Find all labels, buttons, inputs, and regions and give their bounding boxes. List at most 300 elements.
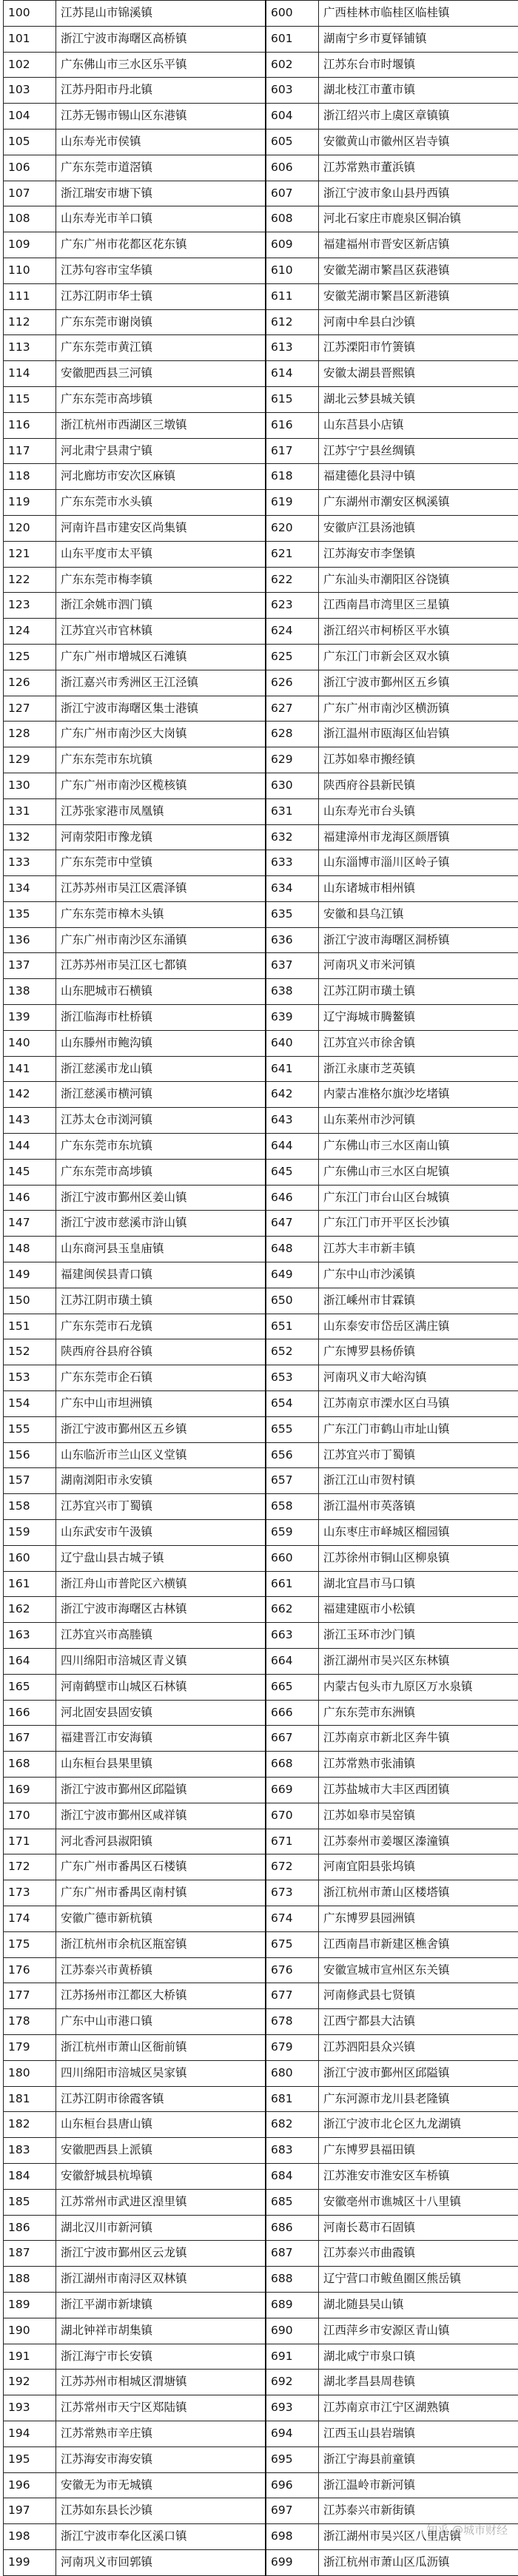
rank-right-cell: 607 (266, 181, 319, 206)
rank-left-cell: 121 (4, 541, 56, 567)
town-right-cell: 江苏淮安市淮安区车桥镇 (319, 2163, 518, 2189)
town-right-cell: 江苏盐城市大丰区西团镇 (319, 1777, 518, 1803)
town-right-cell: 浙江宁海县前童镇 (319, 2446, 518, 2472)
table-row (4, 2034, 518, 2060)
rank-right-cell: 616 (266, 412, 319, 438)
rank-left-cell: 162 (4, 1597, 56, 1623)
rank-left-cell: 135 (4, 901, 56, 927)
rank-right-cell: 664 (266, 1649, 319, 1675)
rank-left-cell: 196 (4, 2472, 56, 2498)
town-left-cell: 广东广州市番禺区石楼镇 (56, 1854, 266, 1880)
town-right-cell: 江西南昌市新建区樵舍镇 (319, 1931, 518, 1957)
town-right-cell: 山东莒县小店镇 (319, 412, 518, 438)
rank-right-cell: 689 (266, 2292, 319, 2318)
town-right-cell: 湖北云梦县城关镇 (319, 386, 518, 412)
town-right-cell: 浙江玉环市沙门镇 (319, 1623, 518, 1649)
rank-right-cell: 661 (266, 1571, 319, 1597)
town-right-cell: 广东中山市沙溪镇 (319, 1262, 518, 1288)
town-left-cell: 广东东莞市梅李镇 (56, 567, 266, 593)
table-row (4, 1571, 518, 1597)
rank-right-cell: 642 (266, 1082, 319, 1108)
rank-right-cell: 655 (266, 1416, 319, 1442)
rank-left-cell: 104 (4, 104, 56, 130)
table-row (4, 2395, 518, 2421)
town-right-cell: 浙江宁波市鄞州区邱隘镇 (319, 2060, 518, 2086)
town-left-cell: 江苏宜兴市高塍镇 (56, 1623, 266, 1649)
town-left-cell: 江苏常州市武进区湟里镇 (56, 2189, 266, 2215)
town-left-cell: 浙江宁波市鄞州区云龙镇 (56, 2241, 266, 2267)
table-row (4, 850, 518, 876)
rank-left-cell: 105 (4, 129, 56, 155)
town-right-cell: 安徽庐江县汤池镇 (319, 515, 518, 541)
rank-right-cell: 663 (266, 1623, 319, 1649)
town-right-cell: 河南中牟县白沙镇 (319, 309, 518, 335)
rank-left-cell: 166 (4, 1700, 56, 1726)
table-row (4, 1262, 518, 1288)
rank-left-cell: 118 (4, 464, 56, 490)
town-left-cell: 江苏无锡市锡山区东港镇 (56, 104, 266, 130)
rank-right-cell: 683 (266, 2138, 319, 2164)
table-row (4, 1829, 518, 1854)
town-left-cell: 浙江宁波市鄞州区邱隘镇 (56, 1777, 266, 1803)
rank-left-cell: 149 (4, 1262, 56, 1288)
town-right-cell: 江苏海安市李堡镇 (319, 541, 518, 567)
town-right-cell: 广东江门市台山区台城镇 (319, 1185, 518, 1211)
town-left-cell: 安徽无为市无城镇 (56, 2472, 266, 2498)
rank-right-cell: 640 (266, 1030, 319, 1056)
table-row (4, 1314, 518, 1339)
town-right-cell: 江苏泰兴市曲霞镇 (319, 2241, 518, 2267)
table-row (4, 670, 518, 696)
town-left-cell: 浙江杭州市萧山区衙前镇 (56, 2034, 266, 2060)
town-left-cell: 江苏江阴市璜土镇 (56, 1288, 266, 1314)
town-right-cell: 山东莱州市沙河镇 (319, 1108, 518, 1134)
table-row (4, 2446, 518, 2472)
town-right-cell: 广东博罗县杨侨镇 (319, 1339, 518, 1365)
rank-left-cell: 160 (4, 1545, 56, 1571)
town-right-cell: 河南修武县七贤镇 (319, 1983, 518, 2009)
rank-right-cell: 617 (266, 438, 319, 464)
town-left-cell: 江苏苏州市吴江区七都镇 (56, 953, 266, 979)
town-left-cell: 广东东莞市高埗镇 (56, 386, 266, 412)
town-right-cell: 山东诸城市相州镇 (319, 876, 518, 902)
town-left-cell: 山东桓台县果里镇 (56, 1752, 266, 1778)
town-right-cell: 辽宁海城市腾鳌镇 (319, 1005, 518, 1031)
town-right-cell: 广东博罗县园洲镇 (319, 1906, 518, 1931)
table-row (4, 2060, 518, 2086)
table-row (4, 361, 518, 387)
town-left-cell: 广东东莞市樟木头镇 (56, 901, 266, 927)
town-left-cell: 安徽肥西县三河镇 (56, 361, 266, 387)
rank-right-cell: 653 (266, 1365, 319, 1391)
town-right-cell: 广东佛山市三水区南山镇 (319, 1134, 518, 1160)
town-left-cell: 山东商河县玉皇庙镇 (56, 1237, 266, 1262)
rank-left-cell: 187 (4, 2241, 56, 2267)
town-right-cell: 湖北孝昌县周巷镇 (319, 2370, 518, 2395)
rank-right-cell: 622 (266, 567, 319, 593)
town-ranking-table (3, 0, 518, 2576)
town-right-cell: 山东淄博市淄川区岭子镇 (319, 850, 518, 876)
rank-left-cell: 195 (4, 2446, 56, 2472)
table-row (4, 593, 518, 619)
town-right-cell: 浙江杭州市萧山区楼塔镇 (319, 1880, 518, 1906)
town-right-cell: 江苏南京市江宁区湖熟镇 (319, 2395, 518, 2421)
table-row (4, 515, 518, 541)
town-right-cell: 江苏泰兴市新街镇 (319, 2498, 518, 2524)
town-left-cell: 江苏句容市宝华镇 (56, 258, 266, 283)
rank-left-cell: 103 (4, 78, 56, 104)
rank-right-cell: 657 (266, 1468, 319, 1494)
rank-left-cell: 169 (4, 1777, 56, 1803)
table-row (4, 464, 518, 490)
town-right-cell: 河南长葛市石固镇 (319, 2215, 518, 2241)
table-row (4, 2163, 518, 2189)
table-body (4, 1, 518, 2576)
rank-left-cell: 130 (4, 773, 56, 798)
town-left-cell: 湖北钟祥市胡集镇 (56, 2318, 266, 2344)
rank-left-cell: 111 (4, 283, 56, 309)
rank-left-cell: 157 (4, 1468, 56, 1494)
table-row (4, 2498, 518, 2524)
town-left-cell: 四川绵阳市涪城区青义镇 (56, 1649, 266, 1675)
rank-right-cell: 665 (266, 1674, 319, 1700)
table-row (4, 2009, 518, 2035)
table-row (4, 619, 518, 645)
rank-right-cell: 676 (266, 1957, 319, 1983)
town-left-cell: 安徽舒城县杭埠镇 (56, 2163, 266, 2189)
town-left-cell: 江苏扬州市江都区大桥镇 (56, 1983, 266, 2009)
rank-left-cell: 167 (4, 1726, 56, 1752)
table-row (4, 1237, 518, 1262)
rank-right-cell: 686 (266, 2215, 319, 2241)
rank-right-cell: 659 (266, 1520, 319, 1546)
rank-left-cell: 171 (4, 1829, 56, 1854)
table-row (4, 1416, 518, 1442)
town-left-cell: 江苏常熟市辛庄镇 (56, 2421, 266, 2446)
rank-left-cell: 173 (4, 1880, 56, 1906)
table-row (4, 1211, 518, 1237)
rank-right-cell: 688 (266, 2267, 319, 2293)
town-left-cell: 湖南浏阳市永安镇 (56, 1468, 266, 1494)
rank-left-cell: 161 (4, 1571, 56, 1597)
town-left-cell: 江苏江阴市徐霞客镇 (56, 2086, 266, 2112)
rank-right-cell: 625 (266, 644, 319, 670)
rank-right-cell: 635 (266, 901, 319, 927)
table-row (4, 644, 518, 670)
rank-left-cell: 132 (4, 824, 56, 850)
table-row (4, 2421, 518, 2446)
rank-right-cell: 685 (266, 2189, 319, 2215)
town-left-cell: 山东桓台县唐山镇 (56, 2112, 266, 2138)
rank-right-cell: 672 (266, 1854, 319, 1880)
rank-right-cell: 696 (266, 2472, 319, 2498)
town-right-cell: 江苏常熟市张浦镇 (319, 1752, 518, 1778)
rank-left-cell: 172 (4, 1854, 56, 1880)
rank-right-cell: 621 (266, 541, 319, 567)
rank-right-cell: 666 (266, 1700, 319, 1726)
town-left-cell: 广东中山市港口镇 (56, 2009, 266, 2035)
rank-right-cell: 662 (266, 1597, 319, 1623)
town-right-cell: 广东江门市鹤山市址山镇 (319, 1416, 518, 1442)
town-left-cell: 浙江海宁市长安镇 (56, 2344, 266, 2370)
rank-right-cell: 695 (266, 2446, 319, 2472)
rank-right-cell: 647 (266, 1211, 319, 1237)
rank-right-cell: 684 (266, 2163, 319, 2189)
town-right-cell: 江苏宁宁县丝绸镇 (319, 438, 518, 464)
table-row (4, 438, 518, 464)
rank-left-cell: 112 (4, 309, 56, 335)
town-right-cell: 浙江永康市芝英镇 (319, 1056, 518, 1082)
town-right-cell: 广西桂林市临桂区临桂镇 (319, 1, 518, 27)
rank-left-cell: 115 (4, 386, 56, 412)
rank-right-cell: 601 (266, 26, 319, 52)
table-row (4, 2292, 518, 2318)
rank-left-cell: 109 (4, 232, 56, 258)
town-left-cell: 江苏张家港市凤凰镇 (56, 798, 266, 824)
town-right-cell: 河南巩义市大峪沟镇 (319, 1365, 518, 1391)
town-right-cell: 广东东莞市东洲镇 (319, 1700, 518, 1726)
rank-right-cell: 639 (266, 1005, 319, 1031)
table-row (4, 1854, 518, 1880)
rank-right-cell: 615 (266, 386, 319, 412)
table-row (4, 1391, 518, 1417)
town-left-cell: 浙江宁波市奉化区溪口镇 (56, 2524, 266, 2550)
town-left-cell: 浙江宁波市鄞州区五乡镇 (56, 1416, 266, 1442)
town-left-cell: 江苏昆山市锦溪镇 (56, 1, 266, 27)
town-left-cell: 江苏丹阳市丹北镇 (56, 78, 266, 104)
rank-right-cell: 646 (266, 1185, 319, 1211)
town-left-cell: 山东平度市太平镇 (56, 541, 266, 567)
rank-left-cell: 120 (4, 515, 56, 541)
town-left-cell: 江苏常州市天宁区郑陆镇 (56, 2395, 266, 2421)
town-left-cell: 河南巩义市回郭镇 (56, 2549, 266, 2575)
table-row (4, 2241, 518, 2267)
table-row (4, 1957, 518, 1983)
town-right-cell: 山东寿光市台头镇 (319, 798, 518, 824)
table-row (4, 901, 518, 927)
rank-right-cell: 630 (266, 773, 319, 798)
rank-right-cell: 681 (266, 2086, 319, 2112)
table-row (4, 1545, 518, 1571)
rank-left-cell: 154 (4, 1391, 56, 1417)
rank-left-cell: 186 (4, 2215, 56, 2241)
rank-right-cell: 692 (266, 2370, 319, 2395)
table-row (4, 696, 518, 722)
table-row (4, 2189, 518, 2215)
town-left-cell: 江苏苏州市吴江区震泽镇 (56, 876, 266, 902)
table-row (4, 1494, 518, 1520)
town-right-cell: 广东湖州市潮安区枫溪镇 (319, 490, 518, 516)
table-row (4, 1159, 518, 1185)
town-left-cell: 山东临沂市兰山区义堂镇 (56, 1442, 266, 1468)
town-right-cell: 安徽宣城市宣州区东关镇 (319, 1957, 518, 1983)
town-right-cell: 安徽太湖县晋熙镇 (319, 361, 518, 387)
town-left-cell: 广东东莞市黄江镇 (56, 335, 266, 361)
town-right-cell: 江西宁都县大沽镇 (319, 2009, 518, 2035)
town-right-cell: 浙江湖州市吴兴区八里店镇 (319, 2524, 518, 2550)
town-right-cell: 江西南昌市湾里区三星镇 (319, 593, 518, 619)
town-right-cell: 浙江宁波市象山县丹西镇 (319, 181, 518, 206)
rank-right-cell: 626 (266, 670, 319, 696)
rank-left-cell: 179 (4, 2034, 56, 2060)
rank-right-cell: 669 (266, 1777, 319, 1803)
town-left-cell: 广东东莞市道滘镇 (56, 155, 266, 181)
rank-left-cell: 113 (4, 335, 56, 361)
rank-left-cell: 185 (4, 2189, 56, 2215)
town-left-cell: 广东广州市南沙区榄核镇 (56, 773, 266, 798)
town-right-cell: 浙江湖州市吴兴区东林镇 (319, 1649, 518, 1675)
town-right-cell: 江苏泗阳县众兴镇 (319, 2034, 518, 2060)
town-left-cell: 江苏江阴市华士镇 (56, 283, 266, 309)
town-right-cell: 浙江绍兴市上虞区章镇镇 (319, 104, 518, 130)
town-left-cell: 浙江宁波市慈溪市浒山镇 (56, 1211, 266, 1237)
town-right-cell: 江苏常熟市董浜镇 (319, 155, 518, 181)
rank-right-cell: 668 (266, 1752, 319, 1778)
town-right-cell: 江苏江阴市璜土镇 (319, 979, 518, 1005)
rank-left-cell: 199 (4, 2549, 56, 2575)
table-row (4, 1700, 518, 1726)
town-right-cell: 浙江温岭市新河镇 (319, 2472, 518, 2498)
table-row (4, 258, 518, 283)
rank-right-cell: 620 (266, 515, 319, 541)
town-right-cell: 江苏宜兴市丁蜀镇 (319, 1442, 518, 1468)
table-row (4, 1649, 518, 1675)
rank-right-cell: 636 (266, 927, 319, 953)
town-left-cell: 广东东莞市企石镇 (56, 1365, 266, 1391)
table-row (4, 1777, 518, 1803)
town-right-cell: 浙江宁波市北仑区九龙湖镇 (319, 2112, 518, 2138)
rank-left-cell: 136 (4, 927, 56, 953)
rank-right-cell: 633 (266, 850, 319, 876)
rank-left-cell: 138 (4, 979, 56, 1005)
town-right-cell: 湖北随县吴山镇 (319, 2292, 518, 2318)
rank-left-cell: 114 (4, 361, 56, 387)
table-row (4, 2215, 518, 2241)
table-row (4, 567, 518, 593)
rank-left-cell: 128 (4, 722, 56, 747)
town-left-cell: 江苏苏州市相城区渭塘镇 (56, 2370, 266, 2395)
town-left-cell: 福建晋江市安海镇 (56, 1726, 266, 1752)
town-left-cell: 山东滕州市鲍沟镇 (56, 1030, 266, 1056)
table-row (4, 1674, 518, 1700)
rank-right-cell: 600 (266, 1, 319, 27)
town-right-cell: 湖北宜昌市马口镇 (319, 1571, 518, 1597)
town-right-cell: 浙江温州市英落镇 (319, 1494, 518, 1520)
town-left-cell: 江苏太仓市浏河镇 (56, 1108, 266, 1134)
town-left-cell: 山东武安市午汲镇 (56, 1520, 266, 1546)
rank-right-cell: 693 (266, 2395, 319, 2421)
table-row (4, 1134, 518, 1160)
table-row (4, 1726, 518, 1752)
town-right-cell: 江苏泰州市姜堰区溱潼镇 (319, 1829, 518, 1854)
table-row (4, 26, 518, 52)
table-row (4, 129, 518, 155)
rank-right-cell: 645 (266, 1159, 319, 1185)
table-row (4, 1931, 518, 1957)
rank-left-cell: 129 (4, 747, 56, 773)
table-row (4, 206, 518, 232)
town-right-cell: 内蒙古包头市九原区万水泉镇 (319, 1674, 518, 1700)
town-left-cell: 广东广州市番禺区南村镇 (56, 1880, 266, 1906)
town-left-cell: 浙江宁波市海曙区古林镇 (56, 1597, 266, 1623)
town-left-cell: 福建闽侯县青口镇 (56, 1262, 266, 1288)
rank-left-cell: 165 (4, 1674, 56, 1700)
rank-left-cell: 140 (4, 1030, 56, 1056)
town-left-cell: 广东东莞市高埗镇 (56, 1159, 266, 1185)
rank-left-cell: 182 (4, 2112, 56, 2138)
town-right-cell: 江苏宜兴市徐舍镇 (319, 1030, 518, 1056)
town-left-cell: 浙江舟山市普陀区六横镇 (56, 1571, 266, 1597)
town-right-cell: 广东广州市南沙区横沥镇 (319, 696, 518, 722)
town-right-cell: 浙江江山市贺村镇 (319, 1468, 518, 1494)
town-right-cell: 江苏南京市溧水区白马镇 (319, 1391, 518, 1417)
town-right-cell: 江苏如皋市吴窑镇 (319, 1803, 518, 1829)
rank-right-cell: 654 (266, 1391, 319, 1417)
rank-left-cell: 116 (4, 412, 56, 438)
town-right-cell: 浙江温州市瓯海区仙岩镇 (319, 722, 518, 747)
table-row (4, 490, 518, 516)
town-right-cell: 安徽黄山市徽州区岩寺镇 (319, 129, 518, 155)
town-right-cell: 安徽芜湖市繁昌区荻港镇 (319, 258, 518, 283)
rank-right-cell: 619 (266, 490, 319, 516)
rank-right-cell: 697 (266, 2498, 319, 2524)
town-left-cell: 江苏如东县长沙镇 (56, 2498, 266, 2524)
rank-right-cell: 634 (266, 876, 319, 902)
rank-left-cell: 150 (4, 1288, 56, 1314)
rank-left-cell: 155 (4, 1416, 56, 1442)
rank-right-cell: 677 (266, 1983, 319, 2009)
table-row (4, 283, 518, 309)
town-left-cell: 山东肥城市石横镇 (56, 979, 266, 1005)
town-left-cell: 广东东莞市东坑镇 (56, 1134, 266, 1160)
table-row (4, 1803, 518, 1829)
town-left-cell: 河北廊坊市安次区麻镇 (56, 464, 266, 490)
rank-left-cell: 106 (4, 155, 56, 181)
town-left-cell: 四川绵阳市涪城区吴家镇 (56, 2060, 266, 2086)
town-left-cell: 辽宁盘山县古城子镇 (56, 1545, 266, 1571)
town-right-cell: 安徽芜湖市繁昌区新港镇 (319, 283, 518, 309)
rank-left-cell: 192 (4, 2370, 56, 2395)
town-right-cell: 福建漳州市龙海区颜厝镇 (319, 824, 518, 850)
rank-left-cell: 141 (4, 1056, 56, 1082)
town-left-cell: 浙江杭州市西湖区三墩镇 (56, 412, 266, 438)
rank-right-cell: 648 (266, 1237, 319, 1262)
rank-right-cell: 691 (266, 2344, 319, 2370)
rank-left-cell: 146 (4, 1185, 56, 1211)
rank-right-cell: 694 (266, 2421, 319, 2446)
town-left-cell: 广东广州市南沙区大岗镇 (56, 722, 266, 747)
town-right-cell: 湖北枝江市董市镇 (319, 78, 518, 104)
rank-right-cell: 608 (266, 206, 319, 232)
town-right-cell: 浙江绍兴市柯桥区平水镇 (319, 619, 518, 645)
table-row (4, 953, 518, 979)
town-left-cell: 安徽广德市新杭镇 (56, 1906, 266, 1931)
rank-left-cell: 126 (4, 670, 56, 696)
table-row (4, 773, 518, 798)
rank-right-cell: 674 (266, 1906, 319, 1931)
table-row (4, 541, 518, 567)
table-row (4, 2318, 518, 2344)
table-row (4, 824, 518, 850)
rank-left-cell: 145 (4, 1159, 56, 1185)
table-row (4, 979, 518, 1005)
rank-right-cell: 680 (266, 2060, 319, 2086)
town-right-cell: 湖南宁乡市夏铎铺镇 (319, 26, 518, 52)
table-row (4, 1288, 518, 1314)
rank-left-cell: 164 (4, 1649, 56, 1675)
table-row (4, 386, 518, 412)
table-row (4, 1, 518, 27)
